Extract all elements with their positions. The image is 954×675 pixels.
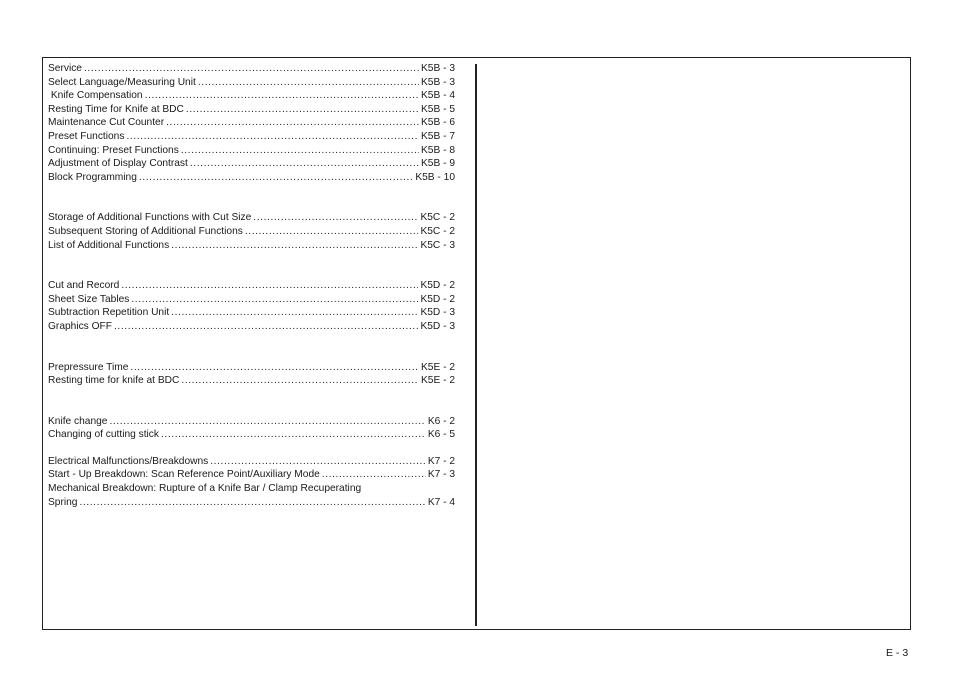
toc-entry-continuing-preset-functions[interactable] xyxy=(48,144,455,158)
toc-entry-mechanical-breakdown[interactable] xyxy=(48,482,455,496)
toc-entry-page: K5B - 3 xyxy=(421,63,455,74)
toc-entry-service[interactable] xyxy=(48,62,455,76)
toc-entry-label: Preset Functions xyxy=(48,130,125,142)
toc-entry-label: Cut and Record xyxy=(48,280,120,292)
toc-entry-label: Graphics OFF xyxy=(48,320,112,332)
toc-entry-resting-time-knife-bdc[interactable] xyxy=(48,374,455,388)
toc-entry-preset-functions[interactable] xyxy=(48,130,455,144)
toc-entry-electrical-malfunctions[interactable] xyxy=(48,455,455,469)
leader-dots xyxy=(114,320,418,334)
toc-entry-label: Block Programming xyxy=(48,171,137,183)
section-gap xyxy=(48,184,455,211)
toc-entry-page: K5B - 8 xyxy=(421,144,455,156)
toc-entry-knife-compensation[interactable] xyxy=(48,89,455,103)
toc-entry-page: K5D - 3 xyxy=(420,320,455,332)
leader-dots xyxy=(121,279,418,293)
toc-entry-page: K5C - 3 xyxy=(420,239,455,251)
leader-dots xyxy=(145,89,419,103)
section-gap xyxy=(48,334,455,361)
toc-entry-graphics-off[interactable] xyxy=(48,320,455,334)
toc-entry-label: List of Additional Functions xyxy=(48,239,170,251)
toc-entry-knife-change[interactable] xyxy=(48,415,455,429)
toc-entry-sheet-size-tables[interactable] xyxy=(48,293,455,307)
toc-entry-page: K5B - 9 xyxy=(421,158,455,170)
leader-dots xyxy=(84,62,419,76)
leader-dots xyxy=(139,171,413,185)
leader-dots xyxy=(171,239,418,253)
toc-entry-storage-additional-functions[interactable] xyxy=(48,211,455,225)
toc-entry-label: Spring xyxy=(48,496,78,508)
leader-dots xyxy=(190,157,419,171)
toc-entry-label: Mechanical Breakdown: Rupture of a Knife Bar / Clamp Recuperating xyxy=(48,483,362,495)
toc-entry-page: K7 - 4 xyxy=(427,496,455,508)
toc-entry-page: K5B - 5 xyxy=(421,103,455,115)
toc-entry-label: Storage of Additional Functions with Cut Size xyxy=(48,212,252,224)
leader-dots xyxy=(126,130,419,144)
table-of-contents xyxy=(48,62,455,509)
section-gap xyxy=(48,442,455,455)
toc-entry-display-contrast[interactable] xyxy=(48,157,455,171)
toc-entry-page: K5C - 2 xyxy=(420,225,455,237)
leader-dots xyxy=(210,455,426,469)
toc-entry-page: K5B - 10 xyxy=(415,171,455,183)
toc-entry-maintenance-cut-counter[interactable] xyxy=(48,116,455,130)
toc-entry-page: K5B - 3 xyxy=(421,76,455,88)
leader-dots xyxy=(130,361,419,375)
leader-dots xyxy=(322,468,426,482)
leader-dots xyxy=(181,374,419,388)
toc-entry-label: Changing of cutting stick xyxy=(48,429,159,441)
toc-entry-resting-time-knife[interactable] xyxy=(48,103,455,117)
toc-entry-label: Resting time for knife at BDC xyxy=(48,375,180,387)
toc-entry-page: K5C - 2 xyxy=(420,212,455,224)
toc-entry-label: Subsequent Storing of Additional Functions xyxy=(48,225,243,237)
leader-dots xyxy=(109,415,425,429)
toc-entry-label: Knife Compensation xyxy=(48,90,143,102)
toc-entry-page: K5E - 2 xyxy=(421,361,455,373)
toc-entry-label: Subtraction Repetition Unit xyxy=(48,307,170,319)
toc-entry-list-additional-functions[interactable] xyxy=(48,239,455,253)
leader-dots xyxy=(171,306,418,320)
toc-entry-label: Start - Up Breakdown: Scan Reference Point/Auxiliary Mode xyxy=(48,469,320,481)
toc-entry-page: K5D - 3 xyxy=(420,307,455,319)
toc-entry-label: Continuing: Preset Functions xyxy=(48,144,179,156)
leader-dots xyxy=(253,211,418,225)
section-gap xyxy=(48,388,455,415)
toc-entry-page: K5B - 6 xyxy=(421,117,455,129)
toc-entry-changing-cutting-stick[interactable] xyxy=(48,428,455,442)
leader-dots xyxy=(131,293,418,307)
leader-dots xyxy=(186,103,419,117)
toc-entry-page: K7 - 3 xyxy=(427,469,455,481)
toc-entry-label: Prepressure Time xyxy=(48,361,129,373)
toc-entry-page: K5D - 2 xyxy=(420,293,455,305)
toc-entry-page: K5B - 4 xyxy=(421,90,455,102)
toc-entry-page: K5B - 7 xyxy=(421,130,455,142)
toc-entry-subsequent-storing[interactable] xyxy=(48,225,455,239)
leader-dots xyxy=(161,428,426,442)
toc-entry-page: K5D - 2 xyxy=(420,280,455,292)
toc-entry-select-language[interactable] xyxy=(48,76,455,90)
toc-entry-block-programming[interactable] xyxy=(48,171,455,185)
column-divider xyxy=(475,64,477,626)
page-number: E - 3 xyxy=(886,647,909,659)
leader-dots xyxy=(198,76,419,90)
toc-entry-startup-breakdown[interactable] xyxy=(48,468,455,482)
toc-entry-page: K6 - 2 xyxy=(427,415,455,427)
toc-entry-page: K5E - 2 xyxy=(421,375,455,387)
toc-entry-cut-and-record[interactable] xyxy=(48,279,455,293)
toc-entry-page: K7 - 2 xyxy=(427,455,455,467)
leader-dots xyxy=(181,144,419,158)
leader-dots xyxy=(166,116,419,130)
toc-entry-label: Resting Time for Knife at BDC xyxy=(48,103,184,115)
toc-entry-mechanical-breakdown-cont[interactable] xyxy=(48,496,455,510)
toc-entry-label: Maintenance Cut Counter xyxy=(48,117,165,129)
toc-entry-page: K6 - 5 xyxy=(427,429,455,441)
toc-entry-label: Select Language/Measuring Unit xyxy=(48,76,196,88)
toc-entry-label: Adjustment of Display Contrast xyxy=(48,158,188,170)
toc-entry-label: Electrical Malfunctions/Breakdowns xyxy=(48,455,209,467)
toc-entry-label: Sheet Size Tables xyxy=(48,293,130,305)
leader-dots xyxy=(79,496,425,510)
toc-entry-label: Knife change xyxy=(48,415,108,427)
section-gap xyxy=(48,252,455,279)
toc-entry-prepressure-time[interactable] xyxy=(48,361,455,375)
toc-entry-subtraction-repetition-unit[interactable] xyxy=(48,306,455,320)
leader-dots xyxy=(245,225,419,239)
toc-entry-label: Service xyxy=(48,63,82,74)
